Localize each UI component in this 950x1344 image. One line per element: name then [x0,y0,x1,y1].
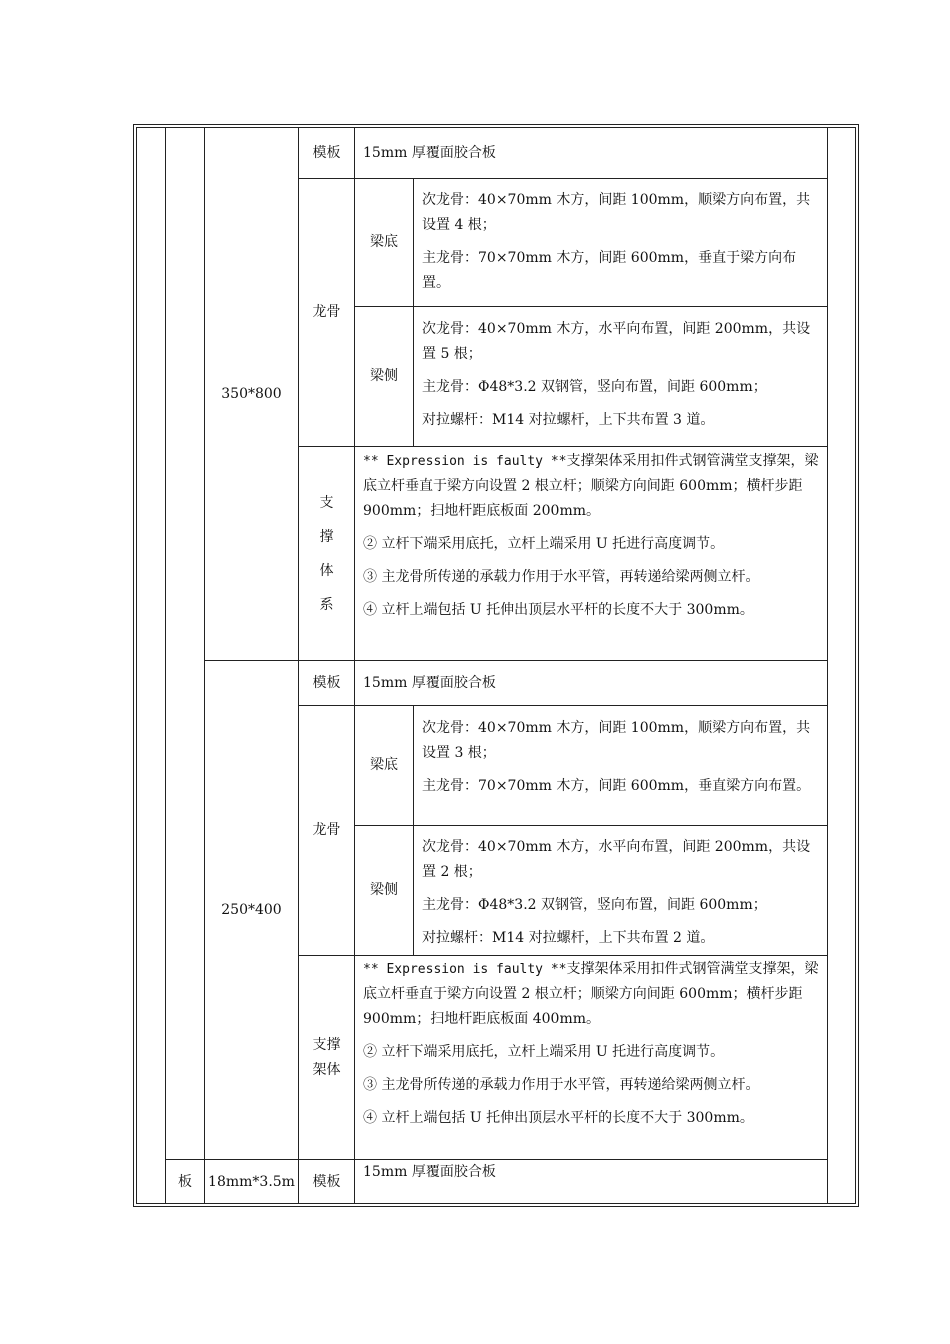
support-item: ③ 主龙骨所传递的承载力作用于水平管，再转递给梁两侧立杆。 [363,569,760,585]
slab-formwork-label-cell [299,1160,354,1204]
formwork-label: 模板 [312,144,341,161]
expression-error: ** Expression is faulty ** [363,454,567,469]
support-item: ② 立杆下端采用底托，立杆上端采用 U 托进行高度调节。 [363,536,725,552]
expression-error: ** Expression is faulty ** [363,962,567,977]
beam-bottom-label-cell [355,706,413,825]
beam-size: 350*800 [221,385,282,402]
grid-line [354,825,828,826]
slab-formwork-label: 模板 [312,1173,341,1190]
detail-line: 对拉螺杆：M14 对拉螺杆，上下共布置 3 道。 [422,412,715,428]
formwork-value-cell [355,661,827,705]
beam-side-detail [414,317,827,433]
grid-line [298,955,828,956]
formwork-value: 15mm 厚覆面胶合板 [363,144,496,161]
detail-line: 对拉螺杆：M14 对拉螺杆，上下共布置 2 道。 [422,930,715,946]
beam-bottom-detail [414,716,827,799]
beam-size: 250*400 [221,901,282,918]
beam-size-cell [205,128,298,660]
beam-side-label: 梁侧 [370,882,398,898]
grid-line [298,446,828,447]
beam-side-detail [414,835,827,951]
slab-category: 板 [178,1173,192,1190]
slab-formwork-value: 15mm 厚覆面胶合板 [363,1164,496,1180]
support-detail [355,957,827,1131]
grid-line [165,127,166,1204]
support-first-line: 支撑架体采用扣件式钢管满堂支撑架，梁底立杆垂直于梁方向设置 2 根立杆；顺梁方向间距 600mm；横杆步距 900mm；扫地杆距底板面 200mm。 [363,453,819,519]
slab-size-cell [205,1160,298,1204]
beam-bottom-label-cell [355,179,413,306]
support-detail [355,449,827,623]
formwork-value: 15mm 厚覆面胶合板 [363,674,496,691]
support-item: ③ 主龙骨所传递的承载力作用于水平管，再转递给梁两侧立杆。 [363,1077,760,1093]
support-label-cell [299,956,354,1159]
detail-line: 主龙骨：70×70mm 木方，间距 600mm，垂直梁方向布置。 [422,778,811,794]
detail-line: 次龙骨：40×70mm 木方，水平向布置，间距 200mm，共设置 5 根； [422,321,811,362]
support-item: ④ 立杆上端包括 U 托伸出顶层水平杆的长度不大于 300mm。 [363,1110,754,1126]
slab-size: 18mm*3.5m [208,1173,295,1190]
beam-side-label: 梁侧 [370,368,398,384]
beam-bottom-label: 梁底 [370,234,398,250]
detail-line: 次龙骨：40×70mm 木方，水平向布置，间距 200mm，共设置 2 根； [422,839,811,880]
detail-line: 主龙骨：Φ48*3.2 双钢管，竖向布置，间距 600mm； [422,379,767,395]
slab-formwork-value-cell [355,1160,827,1185]
detail-line: 主龙骨：70×70mm 木方，间距 600mm，垂直于梁方向布置。 [422,250,797,291]
beam-bottom-label: 梁底 [370,757,398,773]
support-label: 支撑体系 [319,494,334,613]
beam-side-label-cell [355,307,413,446]
grid-line [354,306,828,307]
detail-line: 次龙骨：40×70mm 木方，间距 100mm，顺梁方向布置，共设置 4 根； [422,192,811,233]
support-label: 支撑架体 [312,1036,341,1078]
beam-side-label-cell [355,826,413,955]
support-item: ② 立杆下端采用底托，立杆上端采用 U 托进行高度调节。 [363,1044,725,1060]
support-first-line: 支撑架体采用扣件式钢管满堂支撑架，梁底立杆垂直于梁方向设置 2 根立杆；顺梁方向间距 600mm；横杆步距 900mm；扫地杆距底板面 400mm。 [363,961,819,1027]
support-label-cell [299,447,354,660]
formwork-label-cell [299,128,354,178]
keel-label: 龙骨 [312,822,341,838]
formwork-label: 模板 [312,674,341,691]
formwork-label-cell [299,661,354,705]
slab-category-cell [166,1160,204,1204]
keel-label-cell [299,706,354,955]
beam-size-cell [205,661,298,1159]
beam-bottom-detail [414,188,827,296]
grid-line [827,127,828,1204]
keel-label-cell [299,179,354,446]
formwork-value-cell [355,128,827,178]
detail-line: 主龙骨：Φ48*3.2 双钢管，竖向布置，间距 600mm； [422,897,767,913]
keel-label: 龙骨 [312,304,341,320]
support-item: ④ 立杆上端包括 U 托伸出顶层水平杆的长度不大于 300mm。 [363,602,754,618]
detail-line: 次龙骨：40×70mm 木方，间距 100mm，顺梁方向布置，共设置 3 根； [422,720,811,761]
